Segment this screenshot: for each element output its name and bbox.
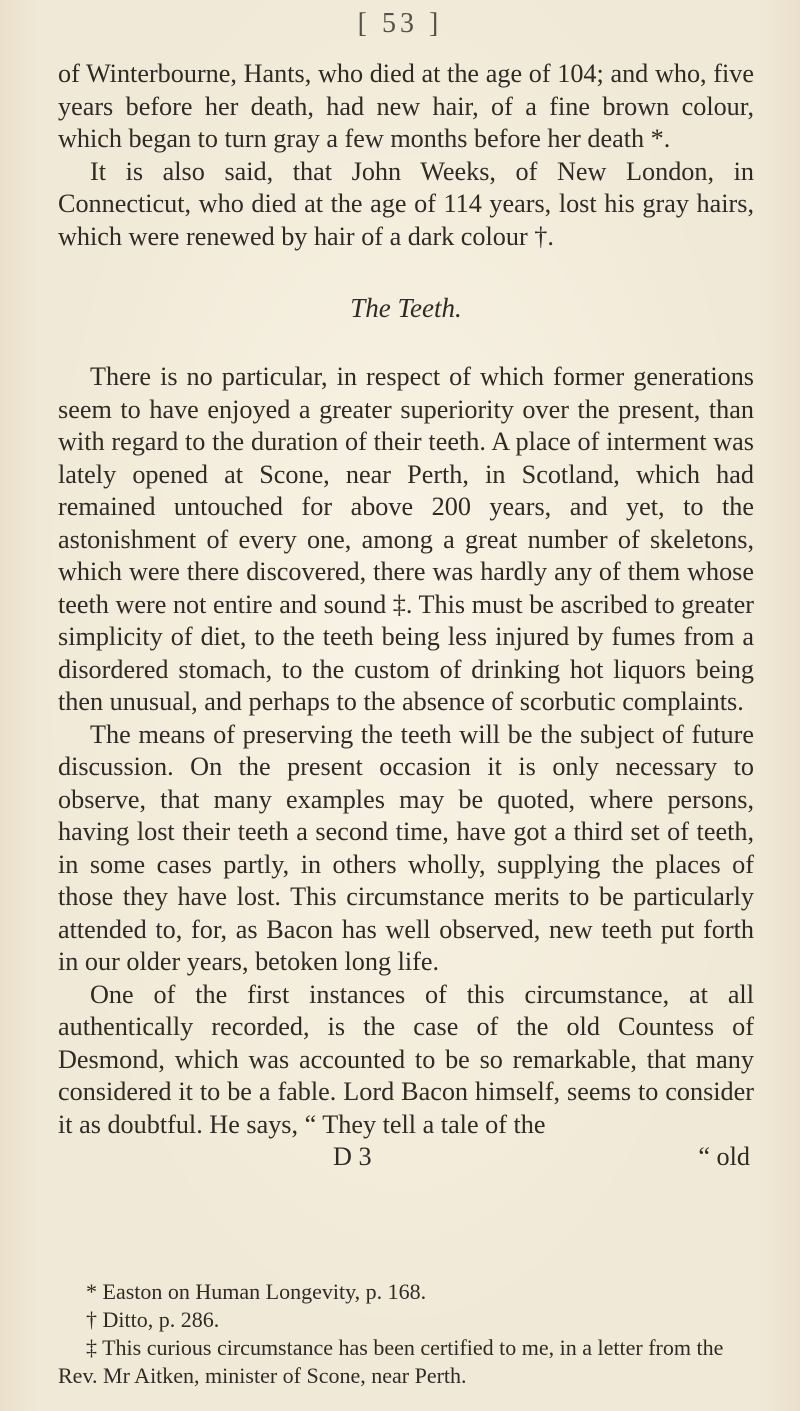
signature-mark: D 3 (333, 1142, 372, 1171)
paragraph-winterbourne: of Winterbourne, Hants, who died at the age of 104; and who, five years before her death, had new hair, of a fine brown colour, which began to turn gray a few months before her death *. (58, 59, 754, 153)
catchword: “ old (698, 1142, 750, 1171)
footnote-aitken: ‡ This curious circumstance has been certified to me, in a letter from the Rev. Mr Aitken, minister of Scone, near Perth. (58, 1335, 724, 1388)
signature-line (58, 1141, 754, 1173)
section-heading: The Teeth. (350, 293, 462, 323)
paragraph-preserving-teeth: The means of preserving the teeth will be the subject of future discussion. On the present occasion it is only necessary to observe, that many examples may be quoted, where persons, having lost their teeth a second time, have got a third set of teeth, in some cases partly, in others wholly, supplying the places of those they have lost. This circumstance merits to be particularly attended to, for, as Bacon has well observed, new teeth put forth in our older years, betoken long life. (58, 719, 754, 976)
footnote-ditto: † Ditto, p. 286. (86, 1307, 220, 1332)
footnote-easton: * Easton on Human Longevity, p. 168. (86, 1279, 427, 1304)
paragraph-john-weeks: It is also said, that John Weeks, of New London, in Connecticut, who died at the age of 114 years, lost his gray hairs, which were renewed by hair of a dark colour †. (58, 156, 754, 251)
paragraph-countess-desmond: One of the first instances of this circumstance, at all authentically recorded, is the case of the old Countess of Desmond, which was accounted to be so remarkable, that many considered it to be a fable. Lord Bacon himself, seems to consider it as doubtful. He says, “ They tell a tale of the (58, 979, 754, 1139)
page-number: [ 53 ] (357, 8, 443, 39)
body-text (58, 58, 754, 1173)
paragraph-teeth-generations: There is no particular, in respect of which former generations seem to have enjoyed a greater superiority over the present, than with regard to the duration of their teeth. A place of interment was lately opened at Scone, near Perth, in Scotland, which had remained untouched for above 200 years, and yet, to the astonishment of every one, among a great number of skeletons, which were there discovered, there was hardly any of them whose teeth were not entire and sound ‡. This must be ascribed to greater simplicity of diet, to the teeth being less injured by fumes from a disordered stomach, to the custom of drinking hot liquors being then unusual, and perhaps to the absence of scorbutic complaints. (58, 362, 754, 716)
footnotes (58, 1278, 758, 1390)
